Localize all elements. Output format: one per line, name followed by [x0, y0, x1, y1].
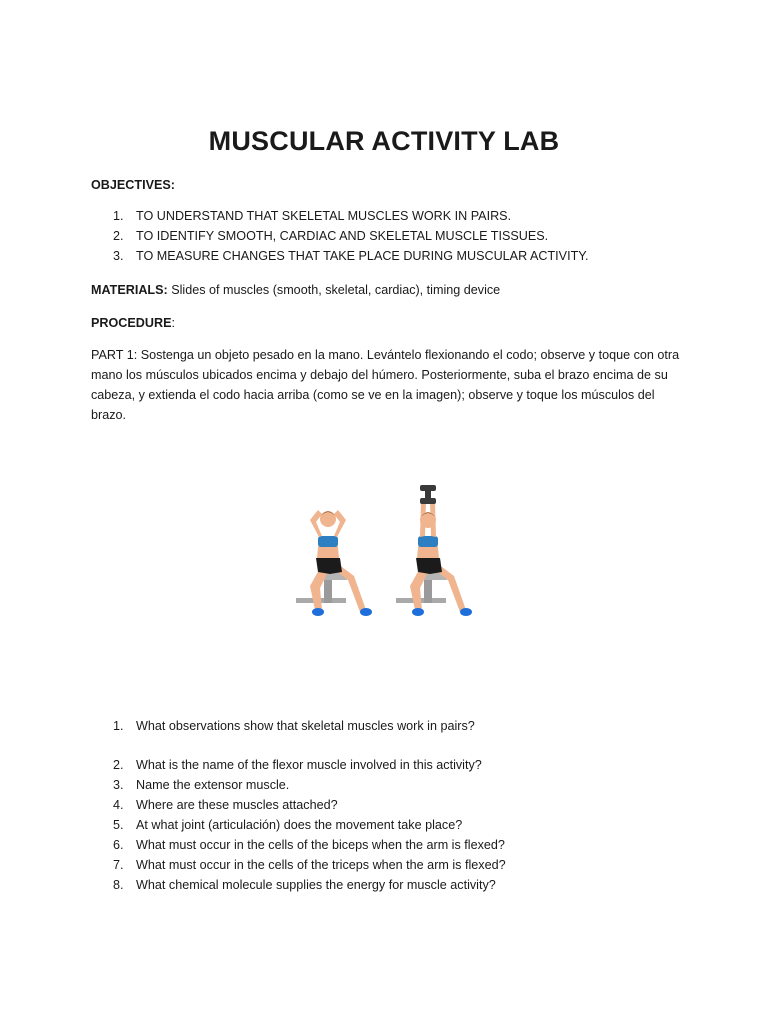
list-number: 3. [113, 249, 124, 263]
list-number: 7. [113, 858, 124, 872]
materials-text: Slides of muscles (smooth, skeletal, cardiac), timing device [167, 283, 501, 297]
exercise-illustration [282, 440, 498, 662]
list-number: 5. [113, 818, 124, 832]
procedure-label: PROCEDURE [91, 316, 172, 330]
list-item [91, 246, 589, 266]
list-number: 2. [113, 758, 124, 772]
objective-text: TO MEASURE CHANGES THAT TAKE PLACE DURING MUSCULAR ACTIVITY. [136, 249, 589, 263]
part1-paragraph: PART 1: Sostenga un objeto pesado en la mano. Levántelo flexionando el codo; observe y toque con otra mano los músculos ubicados encima y debajo del húmero. Posteriormente, suba el brazo encima de su cabeza, y extienda el codo hacia arriba (como se ve en la imagen); observe y toque los músculos del brazo. [91, 348, 680, 422]
list-item [91, 875, 506, 895]
list-number: 1. [113, 719, 124, 733]
question-text: What chemical molecule supplies the energy for muscle activity? [136, 878, 496, 892]
question-text: Name the extensor muscle. [136, 778, 290, 792]
procedure-heading [91, 313, 175, 333]
materials-label: MATERIALS: [91, 283, 168, 297]
list-number: 4. [113, 798, 124, 812]
list-number: 8. [113, 878, 124, 892]
list-item [91, 775, 506, 795]
questions-list [91, 716, 506, 895]
question-text: What must occur in the cells of the biceps when the arm is flexed? [136, 838, 505, 852]
objective-text: TO UNDERSTAND THAT SKELETAL MUSCLES WORK IN PAIRS. [136, 209, 512, 223]
page-title: MUSCULAR ACTIVITY LAB [208, 126, 560, 156]
objectives-list [91, 206, 589, 266]
list-item [91, 795, 506, 815]
list-item [91, 206, 589, 226]
list-item [91, 855, 506, 875]
materials-line [91, 280, 500, 300]
list-number: 3. [113, 778, 124, 792]
list-number: 6. [113, 838, 124, 852]
question-text: What observations show that skeletal muscles work in pairs? [136, 719, 475, 733]
procedure-colon: : [171, 316, 175, 330]
list-item [91, 226, 589, 246]
overhead-tricep-extension-image [282, 440, 498, 662]
figure-arms-extended [396, 485, 472, 616]
question-text: Where are these muscles attached? [136, 798, 338, 812]
list-item [91, 755, 506, 775]
figure-arms-bent [296, 510, 372, 616]
list-item [91, 815, 506, 835]
question-text: At what joint (articulación) does the movement take place? [136, 818, 463, 832]
list-number: 1. [113, 209, 124, 223]
question-text: What is the name of the flexor muscle involved in this activity? [136, 758, 482, 772]
objective-text: TO IDENTIFY SMOOTH, CARDIAC AND SKELETAL MUSCLE TISSUES. [136, 229, 549, 243]
objectives-heading: OBJECTIVES: [91, 178, 175, 192]
question-text: What must occur in the cells of the triceps when the arm is flexed? [136, 858, 506, 872]
list-item [91, 835, 506, 855]
list-number: 2. [113, 229, 124, 243]
list-item [91, 716, 506, 736]
